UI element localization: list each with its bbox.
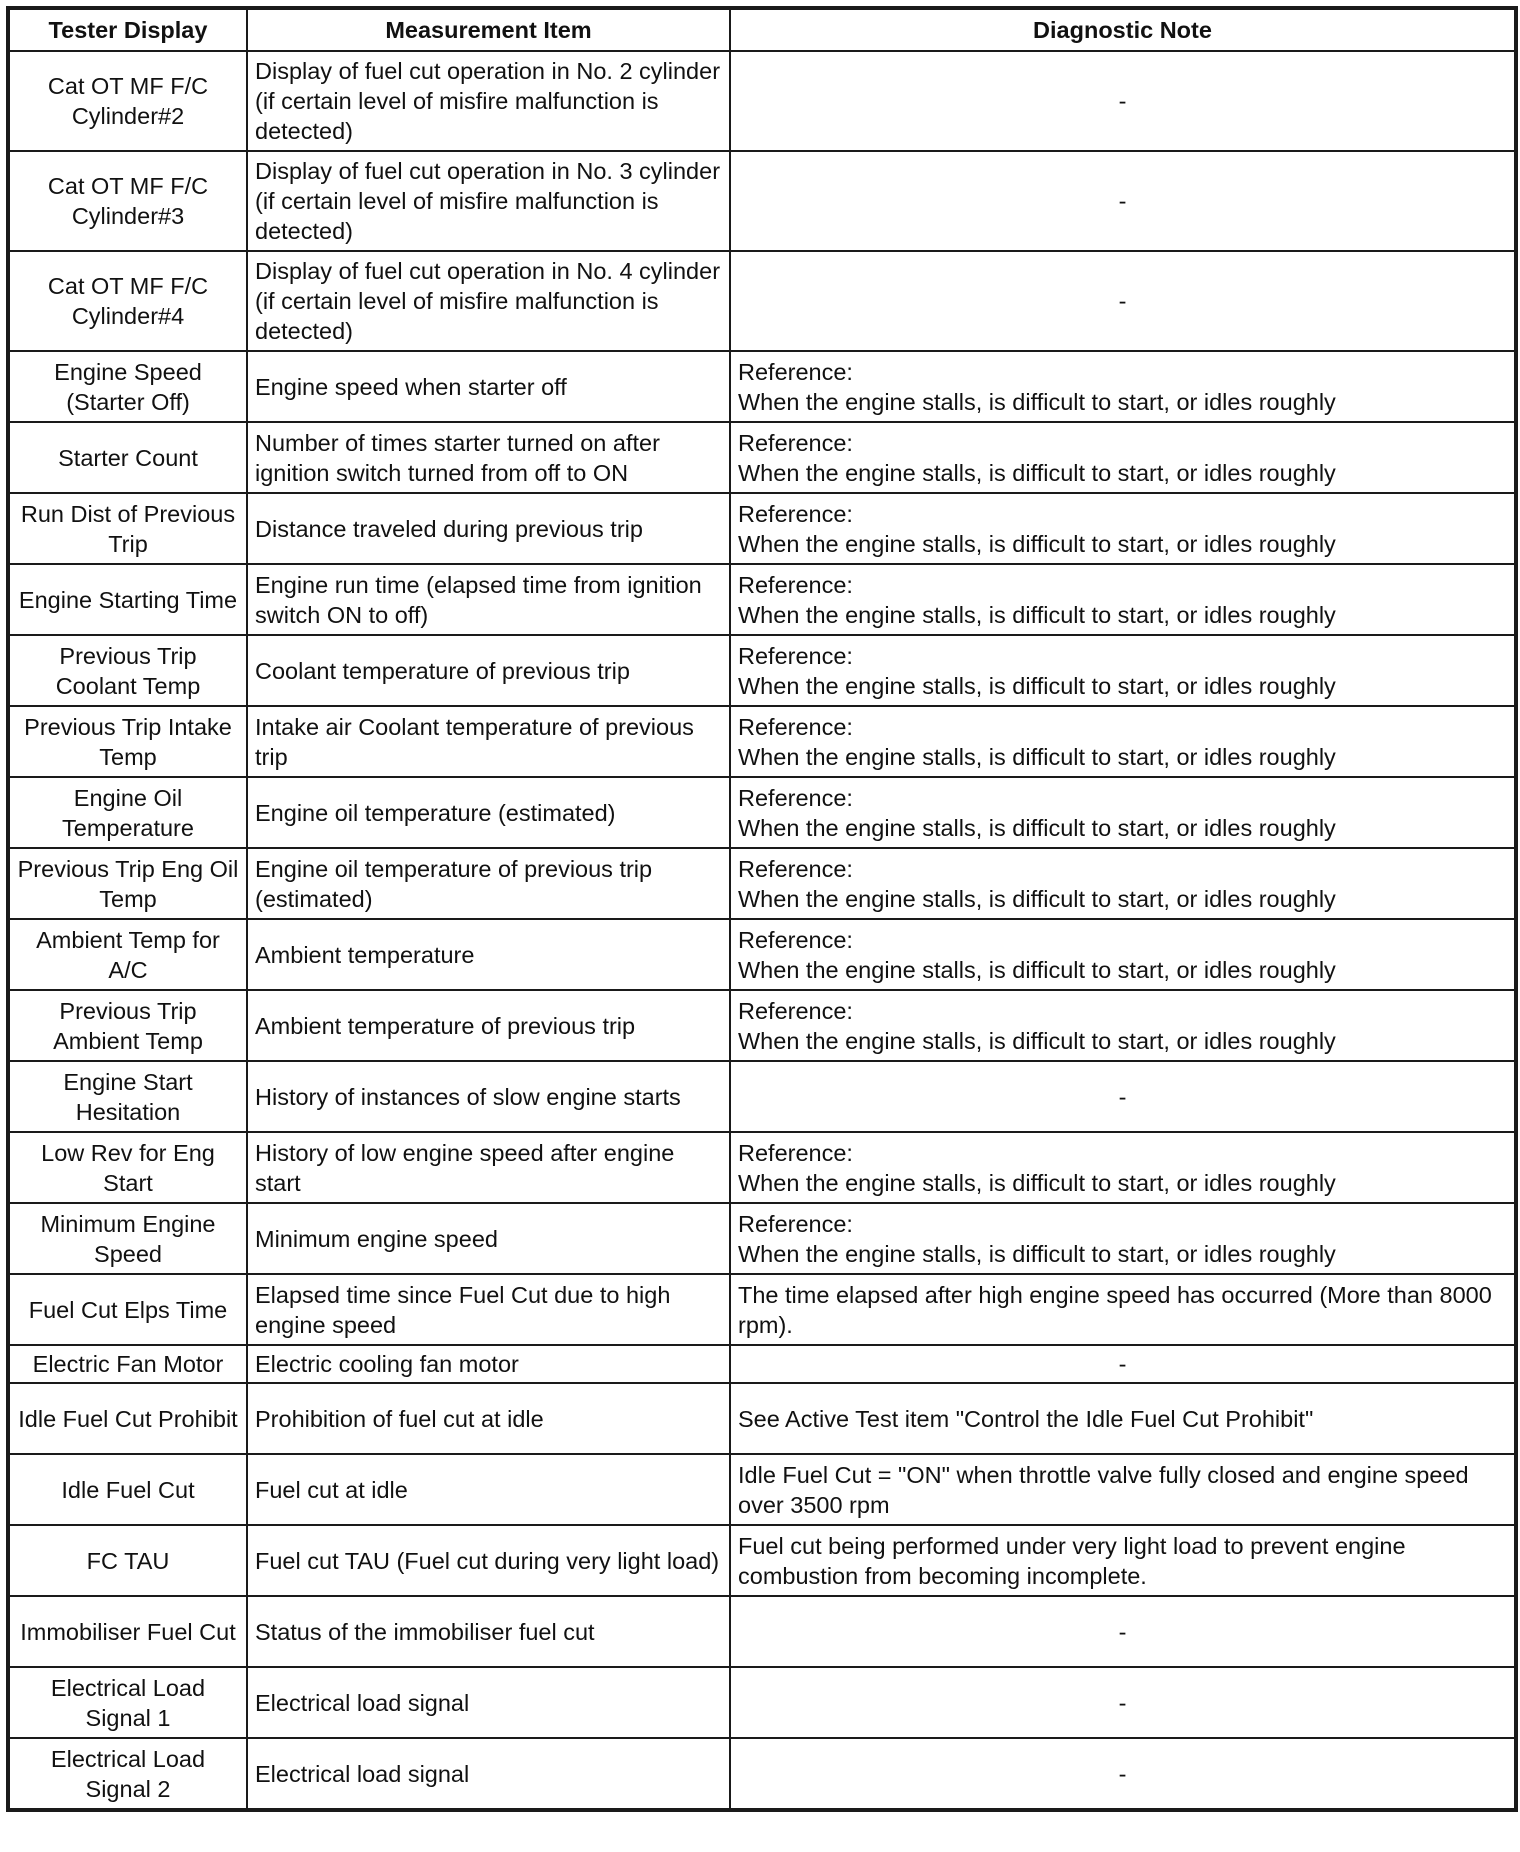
table-row xyxy=(8,493,1516,564)
table-row xyxy=(8,1667,1516,1738)
note-reference-label: Reference: xyxy=(738,642,853,669)
tester-display-cell: Engine Start Hesitation xyxy=(8,1061,247,1132)
table-row xyxy=(8,1061,1516,1132)
tester-display-cell: Fuel Cut Elps Time xyxy=(8,1274,247,1345)
note-text: When the engine stalls, is difficult to start, or idles roughly xyxy=(738,1240,1336,1267)
table-row xyxy=(8,1274,1516,1345)
note-reference-label: Reference: xyxy=(738,358,853,385)
measurement-item-cell: Prohibition of fuel cut at idle xyxy=(247,1383,730,1454)
table-row xyxy=(8,848,1516,919)
diagnostic-note-cell xyxy=(730,1132,1516,1203)
measurement-item-cell: Intake air Coolant temperature of previous trip xyxy=(247,706,730,777)
note-text: When the engine stalls, is difficult to start, or idles roughly xyxy=(738,672,1336,699)
tester-display-cell: Electrical Load Signal 2 xyxy=(8,1738,247,1810)
table-header-row xyxy=(8,8,1516,51)
diagnostic-note-cell xyxy=(730,706,1516,777)
diagnostic-note-cell: - xyxy=(730,1738,1516,1810)
table-row xyxy=(8,1203,1516,1274)
note-text: When the engine stalls, is difficult to start, or idles roughly xyxy=(738,1027,1336,1054)
measurement-item-cell: Ambient temperature of previous trip xyxy=(247,990,730,1061)
note-reference-label: Reference: xyxy=(738,713,853,740)
table-row xyxy=(8,1525,1516,1596)
table-row xyxy=(8,1596,1516,1667)
note-reference-label: Reference: xyxy=(738,926,853,953)
note-text: When the engine stalls, is difficult to start, or idles roughly xyxy=(738,814,1336,841)
tester-display-cell: Previous Trip Intake Temp xyxy=(8,706,247,777)
table-row xyxy=(8,351,1516,422)
note-text: When the engine stalls, is difficult to start, or idles roughly xyxy=(738,601,1336,628)
diagnostic-note-cell xyxy=(730,777,1516,848)
diagnostic-note-cell: - xyxy=(730,51,1516,151)
diagnostic-note-cell xyxy=(730,351,1516,422)
measurement-item-cell: Display of fuel cut operation in No. 4 cylinder (if certain level of misfire malfunction is detected) xyxy=(247,251,730,351)
note-text: When the engine stalls, is difficult to start, or idles roughly xyxy=(738,388,1336,415)
measurement-item-cell: Elapsed time since Fuel Cut due to high engine speed xyxy=(247,1274,730,1345)
diagnostic-note-cell: - xyxy=(730,151,1516,251)
diagnostic-note-cell xyxy=(730,493,1516,564)
tester-display-cell: Run Dist of Previous Trip xyxy=(8,493,247,564)
note-reference-label: Reference: xyxy=(738,500,853,527)
table-row xyxy=(8,564,1516,635)
table-row xyxy=(8,990,1516,1061)
tester-display-cell: Electric Fan Motor xyxy=(8,1345,247,1383)
diagnostic-note-cell: See Active Test item "Control the Idle Fuel Cut Prohibit" xyxy=(730,1383,1516,1454)
column-header-tester-display: Tester Display xyxy=(8,8,247,51)
table-row xyxy=(8,1454,1516,1525)
diagnostic-note-cell: The time elapsed after high engine speed has occurred (More than 8000 rpm). xyxy=(730,1274,1516,1345)
tester-display-cell: Idle Fuel Cut Prohibit xyxy=(8,1383,247,1454)
note-text: When the engine stalls, is difficult to start, or idles roughly xyxy=(738,459,1336,486)
measurement-item-cell: Engine speed when starter off xyxy=(247,351,730,422)
table-row xyxy=(8,635,1516,706)
tester-display-cell: Electrical Load Signal 1 xyxy=(8,1667,247,1738)
tester-display-cell: Engine Oil Temperature xyxy=(8,777,247,848)
tester-display-cell: Cat OT MF F/C Cylinder#3 xyxy=(8,151,247,251)
diagnostic-note-cell xyxy=(730,635,1516,706)
diagnostic-note-cell xyxy=(730,990,1516,1061)
note-reference-label: Reference: xyxy=(738,784,853,811)
diagnostic-note-cell xyxy=(730,1203,1516,1274)
measurement-item-cell: Number of times starter turned on after ignition switch turned from off to ON xyxy=(247,422,730,493)
tester-display-cell: Minimum Engine Speed xyxy=(8,1203,247,1274)
note-reference-label: Reference: xyxy=(738,1210,853,1237)
diagnostic-note-cell: - xyxy=(730,1061,1516,1132)
measurement-item-cell: Coolant temperature of previous trip xyxy=(247,635,730,706)
diagnostic-note-cell xyxy=(730,919,1516,990)
column-header-measurement-item: Measurement Item xyxy=(247,8,730,51)
note-text: When the engine stalls, is difficult to start, or idles roughly xyxy=(738,885,1336,912)
document-sheet xyxy=(6,6,1518,1812)
measurement-item-cell: History of instances of slow engine starts xyxy=(247,1061,730,1132)
measurement-item-cell: Engine run time (elapsed time from ignition switch ON to off) xyxy=(247,564,730,635)
note-reference-label: Reference: xyxy=(738,855,853,882)
tester-display-cell: Low Rev for Eng Start xyxy=(8,1132,247,1203)
tester-display-cell: Previous Trip Eng Oil Temp xyxy=(8,848,247,919)
diagnostic-note-cell: Idle Fuel Cut = "ON" when throttle valve fully closed and engine speed over 3500 rpm xyxy=(730,1454,1516,1525)
diagnostic-note-cell: - xyxy=(730,1345,1516,1383)
measurement-item-cell: Electrical load signal xyxy=(247,1738,730,1810)
tester-display-cell: Previous Trip Ambient Temp xyxy=(8,990,247,1061)
tester-display-cell: Cat OT MF F/C Cylinder#4 xyxy=(8,251,247,351)
table-row xyxy=(8,1738,1516,1810)
table-row xyxy=(8,1132,1516,1203)
measurement-item-cell: Fuel cut at idle xyxy=(247,1454,730,1525)
tester-display-cell: Previous Trip Coolant Temp xyxy=(8,635,247,706)
column-header-diagnostic-note: Diagnostic Note xyxy=(730,8,1516,51)
diagnostic-note-cell xyxy=(730,422,1516,493)
diagnostic-note-cell: - xyxy=(730,1596,1516,1667)
measurement-item-cell: History of low engine speed after engine start xyxy=(247,1132,730,1203)
measurement-item-cell: Display of fuel cut operation in No. 2 cylinder (if certain level of misfire malfunction is detected) xyxy=(247,51,730,151)
measurement-item-cell: Ambient temperature xyxy=(247,919,730,990)
note-reference-label: Reference: xyxy=(738,571,853,598)
note-reference-label: Reference: xyxy=(738,997,853,1024)
table-row xyxy=(8,251,1516,351)
measurement-item-cell: Engine oil temperature of previous trip (estimated) xyxy=(247,848,730,919)
tester-display-cell: Immobiliser Fuel Cut xyxy=(8,1596,247,1667)
table-row xyxy=(8,919,1516,990)
diagnostic-note-cell xyxy=(730,848,1516,919)
note-text: When the engine stalls, is difficult to start, or idles roughly xyxy=(738,743,1336,770)
measurement-item-cell: Electric cooling fan motor xyxy=(247,1345,730,1383)
note-text: When the engine stalls, is difficult to start, or idles roughly xyxy=(738,530,1336,557)
table-row xyxy=(8,151,1516,251)
note-text: When the engine stalls, is difficult to start, or idles roughly xyxy=(738,956,1336,983)
note-text: When the engine stalls, is difficult to start, or idles roughly xyxy=(738,1169,1336,1196)
diagnostic-note-cell: Fuel cut being performed under very light load to prevent engine combustion from becoming incomplete. xyxy=(730,1525,1516,1596)
measurement-item-cell: Fuel cut TAU (Fuel cut during very light load) xyxy=(247,1525,730,1596)
table-row xyxy=(8,1345,1516,1383)
measurement-item-cell: Display of fuel cut operation in No. 3 cylinder (if certain level of misfire malfunction is detected) xyxy=(247,151,730,251)
diagnostic-note-cell: - xyxy=(730,1667,1516,1738)
table-row xyxy=(8,706,1516,777)
measurement-item-cell: Minimum engine speed xyxy=(247,1203,730,1274)
tester-display-cell: Ambient Temp for A/C xyxy=(8,919,247,990)
measurement-item-cell: Engine oil temperature (estimated) xyxy=(247,777,730,848)
tester-display-cell: Engine Starting Time xyxy=(8,564,247,635)
data-list-table xyxy=(6,6,1518,1812)
table-row xyxy=(8,1383,1516,1454)
measurement-item-cell: Status of the immobiliser fuel cut xyxy=(247,1596,730,1667)
note-reference-label: Reference: xyxy=(738,1139,853,1166)
table-row xyxy=(8,51,1516,151)
tester-display-cell: FC TAU xyxy=(8,1525,247,1596)
tester-display-cell: Cat OT MF F/C Cylinder#2 xyxy=(8,51,247,151)
tester-display-cell: Idle Fuel Cut xyxy=(8,1454,247,1525)
tester-display-cell: Starter Count xyxy=(8,422,247,493)
diagnostic-note-cell: - xyxy=(730,251,1516,351)
note-reference-label: Reference: xyxy=(738,429,853,456)
table-row xyxy=(8,777,1516,848)
tester-display-cell: Engine Speed (Starter Off) xyxy=(8,351,247,422)
measurement-item-cell: Distance traveled during previous trip xyxy=(247,493,730,564)
measurement-item-cell: Electrical load signal xyxy=(247,1667,730,1738)
diagnostic-note-cell xyxy=(730,564,1516,635)
table-row xyxy=(8,422,1516,493)
